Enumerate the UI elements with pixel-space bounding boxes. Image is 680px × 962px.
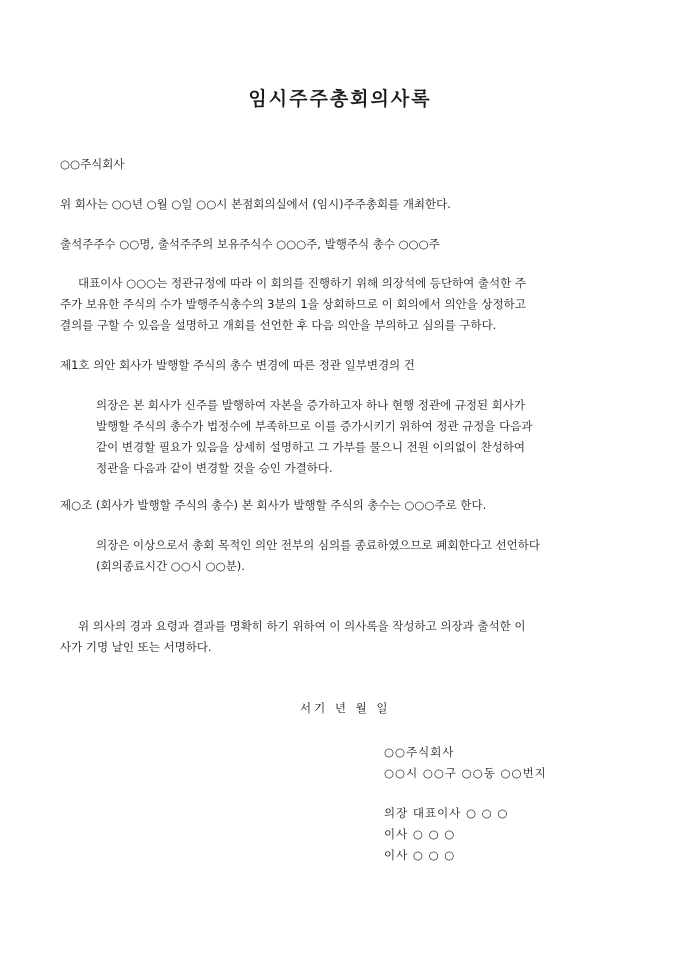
company-name: ○○주식회사 bbox=[60, 157, 125, 171]
agenda-line: 같이 변경할 필요가 있음을 상세히 설명하고 그 가부를 물으니 전원 이의없이 찬성하여 bbox=[96, 440, 526, 454]
date-line: 서기 년 월 일 bbox=[300, 701, 391, 715]
closing-line: (회의종료시간 ○○시 ○○분). bbox=[96, 559, 245, 573]
agenda-title: 제1호 의안 회사가 발행할 주식의 총수 변경에 따른 정관 일부변경의 건 bbox=[60, 358, 415, 372]
document-title: 임시주주총회의사록 bbox=[248, 88, 432, 110]
conclusion-paragraph bbox=[60, 616, 625, 658]
signature-director: 이사 ○ ○ ○ bbox=[384, 827, 456, 841]
agenda-line: 정관을 다음과 같이 변경할 것을 승인 가결하다. bbox=[96, 461, 333, 475]
attendance-line: 출석주주수 ○○명, 출석주주의 보유주식수 ○○○주, 발행주식 총수 ○○○주 bbox=[60, 237, 440, 251]
conclusion-line: 사가 기명 날인 또는 서명하다. bbox=[60, 640, 212, 654]
article-line: 제○조 (회사가 발행할 주식의 총수) 본 회사가 발행할 주식의 총수는 ○○○주로 한다. bbox=[60, 498, 487, 512]
agenda-line: 발행할 주식의 총수가 법정수에 부족하므로 이를 증가시키기 위하여 정관 규정을 다음과 bbox=[96, 419, 533, 433]
agenda-body bbox=[96, 395, 626, 479]
signature-company: ○○주식회사 bbox=[384, 745, 455, 759]
opening-line: 대표이사 ○○○는 정관규정에 따라 이 회의를 진행하기 위해 의장석에 등단하여 출석한 주 bbox=[78, 276, 527, 290]
opening-paragraph bbox=[60, 273, 625, 336]
opening-line: 결의를 구할 수 있음을 설명하고 개회를 선언한 후 다음 의안을 부의하고 심의를 구하다. bbox=[60, 318, 497, 332]
agenda-line: 의장은 본 회사가 신주를 발행하여 자본을 증가하고자 하나 현행 정관에 규정된 회사가 bbox=[96, 398, 526, 412]
opening-line: 주가 보유한 주식의 수가 발행주식총수의 3분의 1을 상회하므로 이 회의에서 의안을 상정하고 bbox=[60, 297, 526, 311]
closing-line: 의장은 이상으로서 총회 목적인 의안 전부의 심의를 종료하였으므로 폐회한다고 선언하다 bbox=[96, 538, 540, 552]
closing-paragraph bbox=[96, 535, 626, 577]
signature-director: 이사 ○ ○ ○ bbox=[384, 848, 456, 862]
intro-line: 위 회사는 ○○년 ○월 ○일 ○○시 본점회의실에서 (임시)주주총회를 개최한다. bbox=[60, 197, 451, 211]
signature-address: ○○시 ○○구 ○○동 ○○번지 bbox=[384, 766, 547, 780]
signature-chair: 의장 대표이사 ○ ○ ○ bbox=[384, 806, 509, 820]
conclusion-line: 위 의사의 경과 요령과 결과를 명확히 하기 위하여 이 의사록을 작성하고 의장과 출석한 이 bbox=[78, 619, 526, 633]
